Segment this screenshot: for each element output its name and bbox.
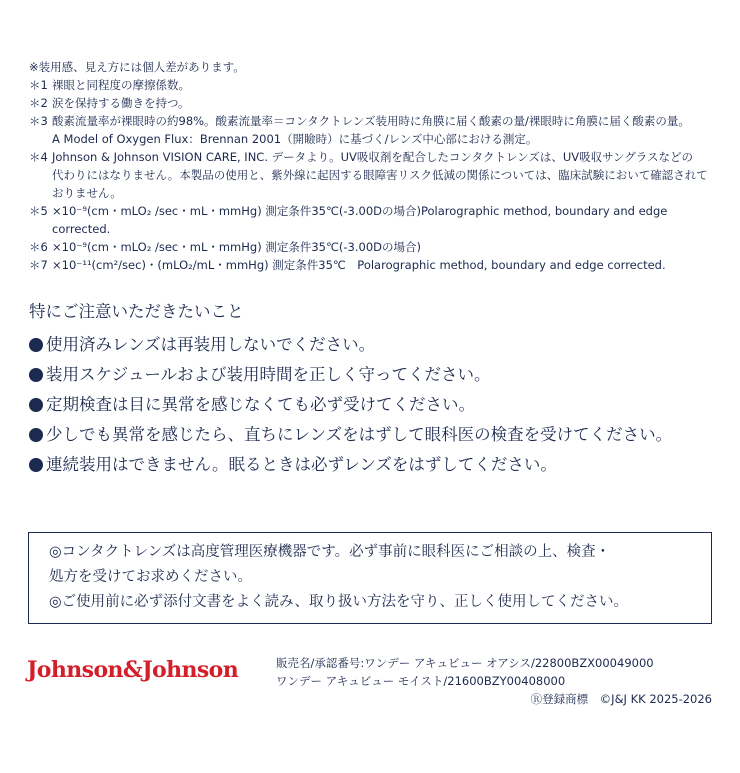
cautions-title: 特にご注意いただきたいこと [29, 302, 244, 321]
footnote-marker: ＊2 [29, 96, 48, 110]
footnote-2 [29, 94, 719, 112]
footnote-intro: ※装用感、見え方には個人差があります。 [29, 60, 245, 74]
footnote-3 [29, 112, 719, 148]
footnote-marker: ＊1 [29, 78, 48, 92]
footnote-6 [29, 238, 719, 256]
footnote-text: ×10⁻⁹(cm・mLO₂ /sec・mL・mmHg) 測定条件35℃(-3.00Dの場合) [52, 240, 421, 254]
footnote-marker: ＊3 [29, 114, 48, 128]
footnote-marker: ＊6 [29, 240, 48, 254]
footnote-marker: ＊7 [29, 258, 48, 272]
bullet-icon [29, 398, 43, 412]
approval-number-line: ワンデー アキュビュー モイスト/21600BZY00408000 [276, 674, 566, 688]
notice-box [28, 532, 712, 624]
caution-text: 装用スケジュールおよび装用時間を正しく守ってください。 [46, 365, 491, 384]
footnote-text: 酸素流量率が裸眼時の約98%。酸素流量率＝コンタクトレンズ装用時に角膜に届く酸素の量/裸眼時に角膜に届く酸素の量。 [52, 114, 690, 128]
footnote-text: 代わりにはなりません。本製品の使用と、紫外線に起因する眼障害リスク低減の関係については、臨床試験において確認されて [52, 168, 708, 182]
cautions-section [29, 300, 719, 480]
caution-text: 連続装用はできません。眠るときは必ずレンズをはずしてください。 [46, 455, 557, 474]
notice-line: ◎コンタクトレンズは高度管理医療機器です。必ず事前に眼科医にご相談の上、検査・ [49, 544, 611, 560]
footnote-text: Johnson & Johnson VISION CARE, INC. データより。UV吸収剤を配合したコンタクトレンズは、UV吸収サングラスなどの [52, 150, 693, 164]
caution-item [29, 390, 719, 420]
footnotes [29, 58, 719, 274]
caution-text: 少しでも異常を感じたら、直ちにレンズをはずして眼科医の検査を受けてください。 [46, 425, 673, 444]
footnote-marker: ＊5 [29, 204, 48, 218]
brand-logo: Johnson&Johnson [27, 657, 239, 683]
caution-item [29, 330, 719, 360]
footnote-text: おりません。 [52, 186, 122, 200]
footnote-text: 涙を保持する働きを持つ。 [52, 96, 190, 110]
footnote-text: ×10⁻¹¹(cm²/sec)・(mLO₂/mL・mmHg) 測定条件35℃ Polarographic method, boundary and edge corrected. [52, 258, 666, 272]
caution-item [29, 450, 719, 480]
footnote-4 [29, 148, 719, 202]
notice-line: ◎ご使用前に必ず添付文書をよく読み、取り扱い方法を守り、正しく使用してください。 [49, 594, 629, 610]
approval-number-line: 販売名/承認番号:ワンデー アキュビュー オアシス/22800BZX00049000 [276, 656, 654, 670]
bullet-icon [29, 428, 43, 442]
copyright-text: Ⓡ登録商標 ©J&J KK 2025-2026 [530, 692, 712, 706]
caution-item [29, 360, 719, 390]
footnote-text: A Model of Oxygen Flux：Brennan 2001（開瞼時）に基づく/レンズ中心部における測定。 [52, 132, 538, 146]
footnote-7 [29, 256, 719, 274]
footnote-5 [29, 202, 719, 238]
bullet-icon [29, 458, 43, 472]
footnote-marker: ＊4 [29, 150, 48, 164]
footnote-text: ×10⁻⁹(cm・mLO₂ /sec・mL・mmHg) 測定条件35℃(-3.00Dの場合)Polarographic method, boundary and edge [52, 204, 668, 218]
notice-line: 処方を受けてお求めください。 [49, 569, 252, 585]
footnote-text: corrected. [52, 222, 111, 236]
footnote-text: 裸眼と同程度の摩擦係数。 [52, 78, 190, 92]
product-info [276, 654, 712, 708]
caution-text: 使用済みレンズは再装用しないでください。 [46, 335, 376, 354]
footnote-1 [29, 76, 719, 94]
caution-text: 定期検査は目に異常を感じなくても必ず受けてください。 [46, 395, 475, 414]
bullet-icon [29, 338, 43, 352]
bullet-icon [29, 368, 43, 382]
caution-item [29, 420, 719, 450]
